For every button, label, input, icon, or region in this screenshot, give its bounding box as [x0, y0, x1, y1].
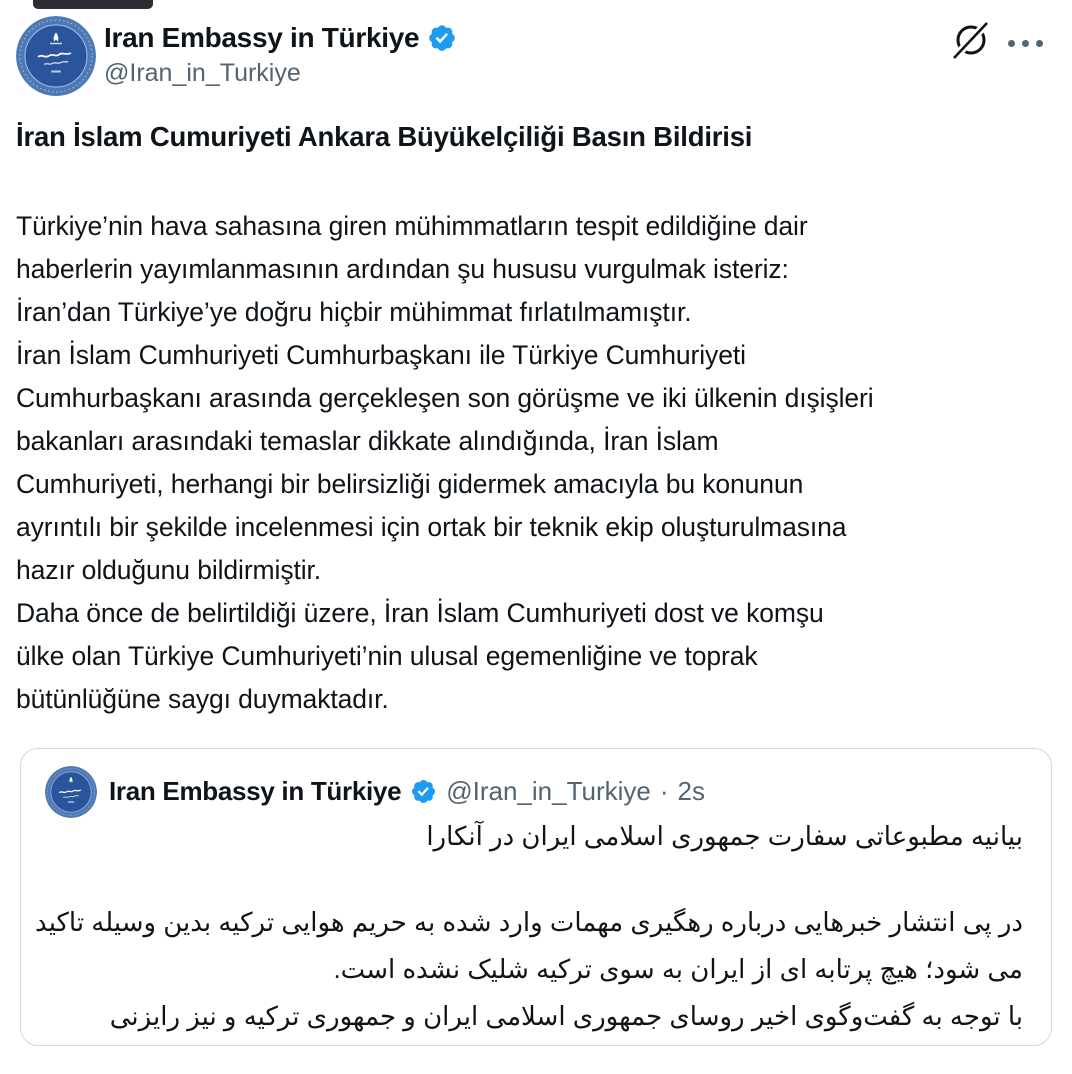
- embassy-seal-icon: [16, 16, 96, 96]
- quoted-body-rtl: [35, 899, 1023, 1040]
- dot-icon: [1008, 40, 1015, 47]
- tweet-body-line: İran İslam Cumhuriyeti Cumhurbaşkanı ile Türkiye Cumhuriyeti: [16, 340, 746, 370]
- quoted-header: [109, 776, 705, 807]
- embassy-seal-icon: [45, 766, 97, 818]
- quoted-timestamp: 2s: [677, 776, 705, 806]
- tweet-body-line: ayrıntılı bir şekilde incelenmesi için ortak bir teknik ekip oluşturulmasına: [16, 512, 847, 542]
- quoted-tweet-card[interactable]: [20, 748, 1052, 1046]
- tweet-body-line: haberlerin yayımlanmasının ardından şu hususu vurgulmak isteriz:: [16, 254, 789, 284]
- tweet-body-line: Cumhurbaşkanı arasında gerçekleşen son görüşme ve iki ülkenin dışişleri: [16, 383, 874, 413]
- tweet-body-line: İran’dan Türkiye’ye doğru hiçbir mühimmat fırlatılmamıştır.: [16, 297, 692, 327]
- quoted-author-name[interactable]: Iran Embassy in Türkiye: [109, 776, 402, 806]
- tweet-body-line: Türkiye’nin hava sahasına giren mühimmatların tespit edildiğine dair: [16, 211, 808, 241]
- tweet-headline: İran İslam Cumuriyeti Ankara Büyükelçiliği Basın Bildirisi: [16, 121, 753, 152]
- tweet-body-line: hazır olduğunu bildirmiştir.: [16, 555, 322, 585]
- tweet-body-line: bütünlüğüne saygı duymaktadır.: [16, 684, 389, 714]
- quoted-author-handle[interactable]: @Iran_in_Turkiye: [446, 776, 651, 806]
- tweet-body-line: ülke olan Türkiye Cumhuriyeti’nin ulusal egemenliğine ve toprak: [16, 641, 758, 671]
- quoted-title-rtl: بیانیه مطبوعاتی سفارت جمهوری اسلامی ایران در آنکارا: [426, 821, 1023, 851]
- tweet-body-line: bakanları arasındaki temaslar dikkate alındığında, İran İslam: [16, 426, 719, 456]
- author-name[interactable]: Iran Embassy in Türkiye: [104, 22, 420, 53]
- avatar[interactable]: [16, 16, 96, 96]
- quoted-body-line: با توجه به گفت‌وگوی اخیر روسای جمهوری اسلامی ایران و جمهوری ترکیه و نیز رایزنی: [109, 1001, 1023, 1031]
- more-button[interactable]: [1004, 36, 1047, 51]
- quoted-avatar[interactable]: [45, 766, 97, 818]
- quoted-meta-separator: ·: [659, 776, 669, 806]
- grok-icon: [946, 18, 994, 66]
- verified-badge-icon[interactable]: [427, 23, 457, 53]
- quoted-body-line: در پی انتشار خبرهایی درباره رهگیری مهمات وارد شده به حریم هوایی ترکیه بدین وسیله تاکید: [35, 907, 1023, 937]
- grok-button[interactable]: [946, 18, 994, 66]
- verified-badge-icon: [410, 778, 437, 805]
- tweet-body-line: Daha önce de belirtildiği üzere, İran İslam Cumhuriyeti dost ve komşu: [16, 598, 824, 628]
- tweet-body-line: Cumhuriyeti, herhangi bir belirsizliği gidermek amacıyla bu konunun: [16, 469, 804, 499]
- dot-icon: [1022, 40, 1029, 47]
- author-handle[interactable]: @Iran_in_Turkiye: [104, 59, 301, 87]
- author-name-row: [104, 22, 457, 54]
- quoted-body-line: می شود؛ هیچ پرتابه ای از ایران به سوی ترکیه شلیک نشده است.: [333, 954, 1023, 984]
- dot-icon: [1036, 40, 1043, 47]
- tweet-body: [16, 205, 874, 721]
- cropped-media-edge: [33, 0, 153, 9]
